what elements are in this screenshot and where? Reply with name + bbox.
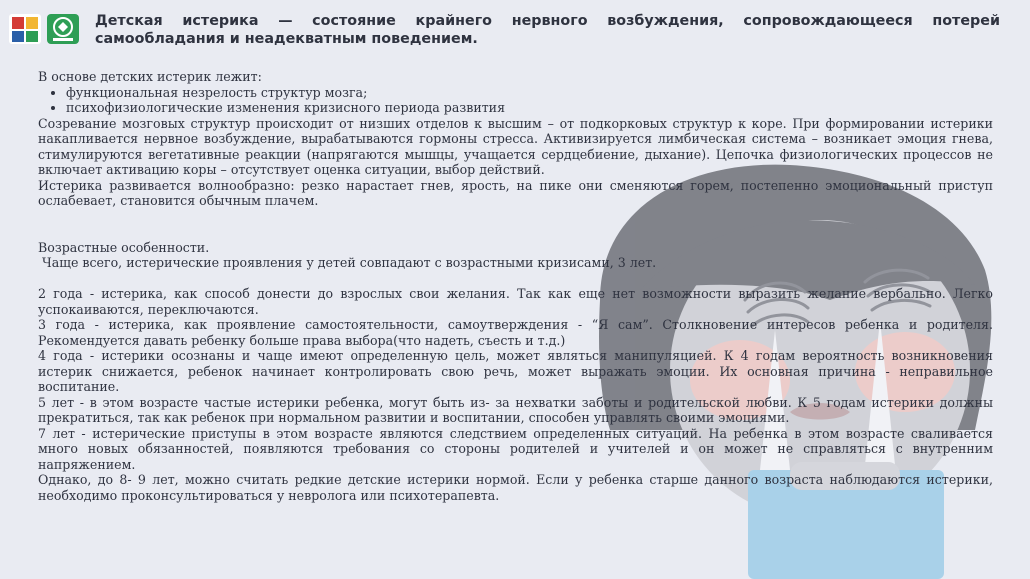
age-3-text: 3 года - истерика, как проявление самостоятельности, самоутверждения - “Я сам”. Столкновение интересов ребенка и родителя. Рекомендуется давать ребенку больше права выбора(что надеть, съесть и т.д.): [38, 317, 993, 348]
age-5-text: 5 лет - в этом возрасте частые истерики ребенка, могут быть из- за нехватки заботы и родительской любви. К 5 годам истерики должны прекратиться, так как ребенок при нормальном развитии и воспитании, способен управлять своими эмоциями.: [38, 394, 993, 425]
fgos-logo-icon: [46, 12, 80, 46]
logos: [8, 12, 80, 46]
list-item: • функциональная незрелость структур мозга;: [66, 85, 993, 101]
age-heading: Возрастные особенности.: [38, 239, 210, 255]
conclusion-text: Однако, до 8- 9 лет, можно считать редкие детские истерики нормой. Если у ребенка старше данного возраста наблюдаются истерики, необходимо проконсультироваться у невролога или психотерапевта.: [38, 472, 993, 503]
paragraph-brain-maturation: Созревание мозговых структур происходит от низших отделов к высшим – от подкорковых структур к коре. При формировании истерики накапливается нервное возбуждение, вырабатываются гормоны стресса. Активизируется лимбическая система – возникает эмоция гнева, стимулируются вегетативные реакции (напрягаются мышцы, учащается сердцебиение, дыхание). Цепочка физиологических процессов не включает активацию коры – отсутствует оценка ситуации, выбор действий.: [38, 115, 993, 177]
university-logo-icon: [8, 12, 42, 46]
age-7-text: 7 лет - истерические приступы в этом возрасте являются следствием определенных ситуаций. На ребенка в этом возрасте сваливается много новых обязанностей, появляются требования со стороны родителей и учителей и он может не справляться с внутренним напряжением.: [38, 425, 993, 472]
age-2-text: 2 года - истерика, как способ донести до взрослых свои желания. Так как еще нет возможности выразить желание вербально. Легко успокаиваются, переключаются.: [38, 286, 993, 317]
slide-title: Детская истерика — состояние крайнего нервного возбуждения, сопровождающееся потерей самообладания и неадекватным поведением.: [95, 13, 1000, 47]
age-intro: Чаще всего, истерические проявления у детей совпадают с возрастными кризисами, 3 лет.: [38, 255, 657, 270]
causes-list: [38, 85, 993, 116]
age-4-text: 4 года - истерики осознаны и чаще имеют определенную цель, может являться манипуляцией. К 4 годам вероятность возникновения истерик снижается, ребенок начинает контролировать свою речь, может выражать эмоции. Их основная причина - неправильное воспитание.: [38, 348, 993, 394]
intro-text: В основе детских истерик лежит:: [38, 69, 262, 84]
paragraph-hysteria-development: Истерика развивается волнообразно: резко нарастает гнев, ярость, на пике они сменяются горем, постепенно эмоциональный приступ ослабевает, становится обычным плачем.: [38, 177, 993, 208]
slide-body: [38, 69, 993, 503]
list-item: • психофизиологические изменения кризисного периода развития: [66, 100, 993, 116]
